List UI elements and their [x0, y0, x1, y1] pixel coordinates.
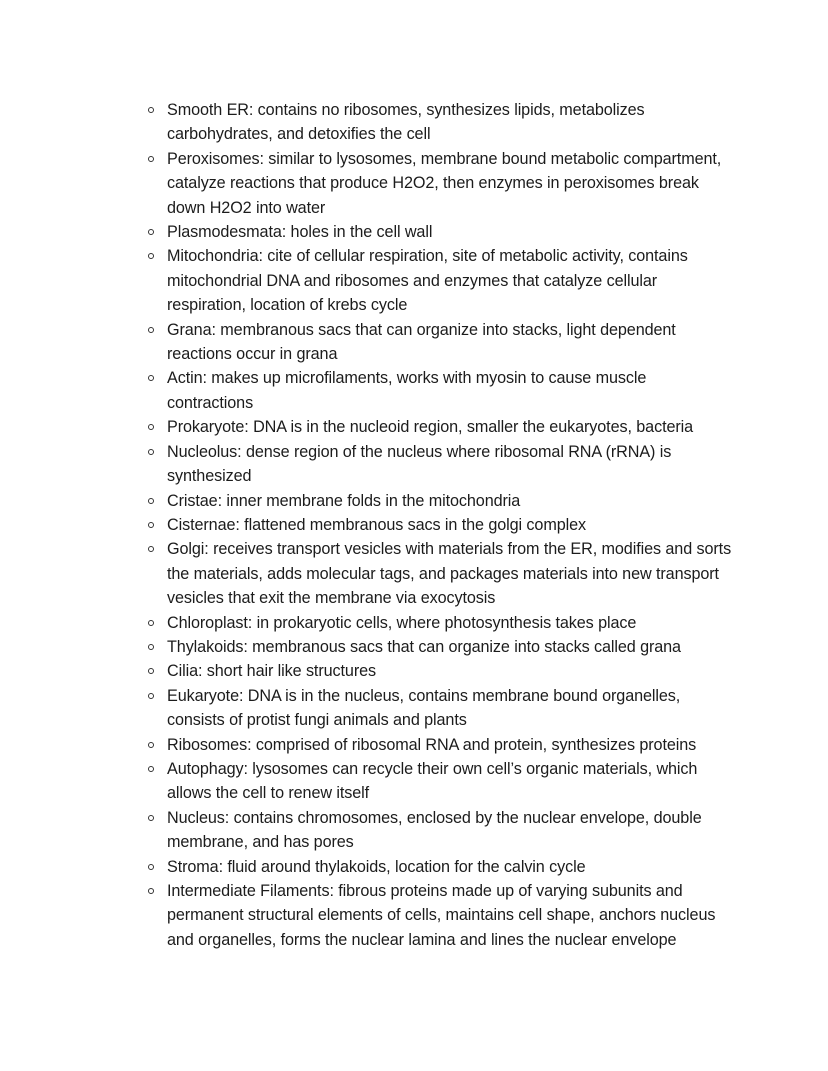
list-item-text: Chloroplast: in prokaryotic cells, where photosynthesis takes place — [167, 613, 637, 632]
list-item-text: Prokaryote: DNA is in the nucleoid region, smaller the eukaryotes, bacteria — [167, 418, 694, 437]
list-item-text: Peroxisomes: similar to lysosomes, membrane bound metabolic compartment, catalyze reactions that produce H2O2, then enzymes in peroxisomes break down H2O2 into water — [167, 149, 722, 217]
list-item — [167, 879, 732, 952]
list-item — [167, 513, 732, 537]
list-item-text: Plasmodesmata: holes in the cell wall — [167, 223, 433, 242]
bullet-icon — [148, 107, 154, 113]
list-item-text: Grana: membranous sacs that can organize into stacks, light dependent reactions occur in grana — [167, 320, 676, 364]
list-item-text: Golgi: receives transport vesicles with materials from the ER, modifies and sorts the materials, adds molecular tags, and packages materials into new transport vesicles that exit the membrane via exocytosis — [167, 540, 732, 608]
bullet-icon — [148, 327, 154, 333]
list-item — [167, 98, 732, 147]
list-item — [167, 318, 732, 367]
bullet-icon — [148, 644, 154, 650]
list-item — [167, 635, 732, 659]
list-item — [167, 659, 732, 683]
bullet-icon — [148, 156, 154, 162]
bullet-icon — [148, 546, 154, 552]
list-item-text: Nucleolus: dense region of the nucleus where ribosomal RNA (rRNA) is synthesized — [167, 442, 672, 486]
list-item-text: Intermediate Filaments: fibrous proteins made up of varying subunits and permanent structural elements of cells, maintains cell shape, anchors nucleus and organelles, forms the nuclear lamina and lines the nuclear envelope — [167, 882, 716, 949]
bullet-icon — [148, 449, 154, 455]
list-item-text: Stroma: fluid around thylakoids, location for the calvin cycle — [167, 857, 586, 876]
bullet-icon — [148, 766, 154, 772]
bullet-icon — [148, 375, 154, 381]
bullet-icon — [148, 815, 154, 821]
list-item — [167, 806, 732, 855]
list-item — [167, 366, 732, 415]
document-body — [0, 98, 828, 952]
list-item — [167, 611, 732, 635]
bullet-icon — [148, 742, 154, 748]
list-item-text: Smooth ER: contains no ribosomes, synthesizes lipids, metabolizes carbohydrates, and detoxifies the cell — [167, 101, 645, 144]
list-item — [167, 537, 732, 610]
list-item — [167, 757, 732, 806]
list-item — [167, 733, 732, 757]
notes-list — [0, 98, 732, 952]
list-item-text: Cilia: short hair like structures — [167, 662, 377, 681]
bullet-icon — [148, 888, 154, 894]
bullet-icon — [148, 229, 154, 235]
list-item-text: Thylakoids: membranous sacs that can organize into stacks called grana — [167, 637, 681, 656]
list-item-text: Cisternae: flattened membranous sacs in the golgi complex — [167, 515, 586, 534]
list-item — [167, 684, 732, 733]
list-item-text: Nucleus: contains chromosomes, enclosed by the nuclear envelope, double membrane, and has pores — [167, 808, 702, 852]
list-item — [167, 147, 732, 220]
list-item-text: Eukaryote: DNA is in the nucleus, contains membrane bound organelles, consists of protist fungi animals and plants — [167, 686, 681, 730]
bullet-icon — [148, 620, 154, 626]
bullet-icon — [148, 864, 154, 870]
bullet-icon — [148, 253, 154, 259]
list-item — [167, 489, 732, 513]
list-item — [167, 440, 732, 489]
list-item-text: Ribosomes: comprised of ribosomal RNA and protein, synthesizes proteins — [167, 735, 697, 754]
list-item-text: Actin: makes up microfilaments, works with myosin to cause muscle contractions — [167, 369, 647, 412]
bullet-icon — [148, 498, 154, 504]
list-item-text: Cristae: inner membrane folds in the mitochondria — [167, 491, 521, 510]
bullet-icon — [148, 693, 154, 699]
list-item — [167, 244, 732, 317]
bullet-icon — [148, 424, 154, 430]
list-item — [167, 415, 732, 439]
bullet-icon — [148, 522, 154, 528]
list-item-text: Mitochondria: cite of cellular respiration, site of metabolic activity, contains mitochondrial DNA and ribosomes and enzymes that catalyze cellular respiration, location of krebs cycle — [167, 247, 688, 315]
list-item-text: Autophagy: lysosomes can recycle their own cell’s organic materials, which allows the cell to renew itself — [167, 759, 698, 803]
list-item — [167, 220, 732, 244]
bullet-icon — [148, 668, 154, 674]
list-item — [167, 855, 732, 879]
